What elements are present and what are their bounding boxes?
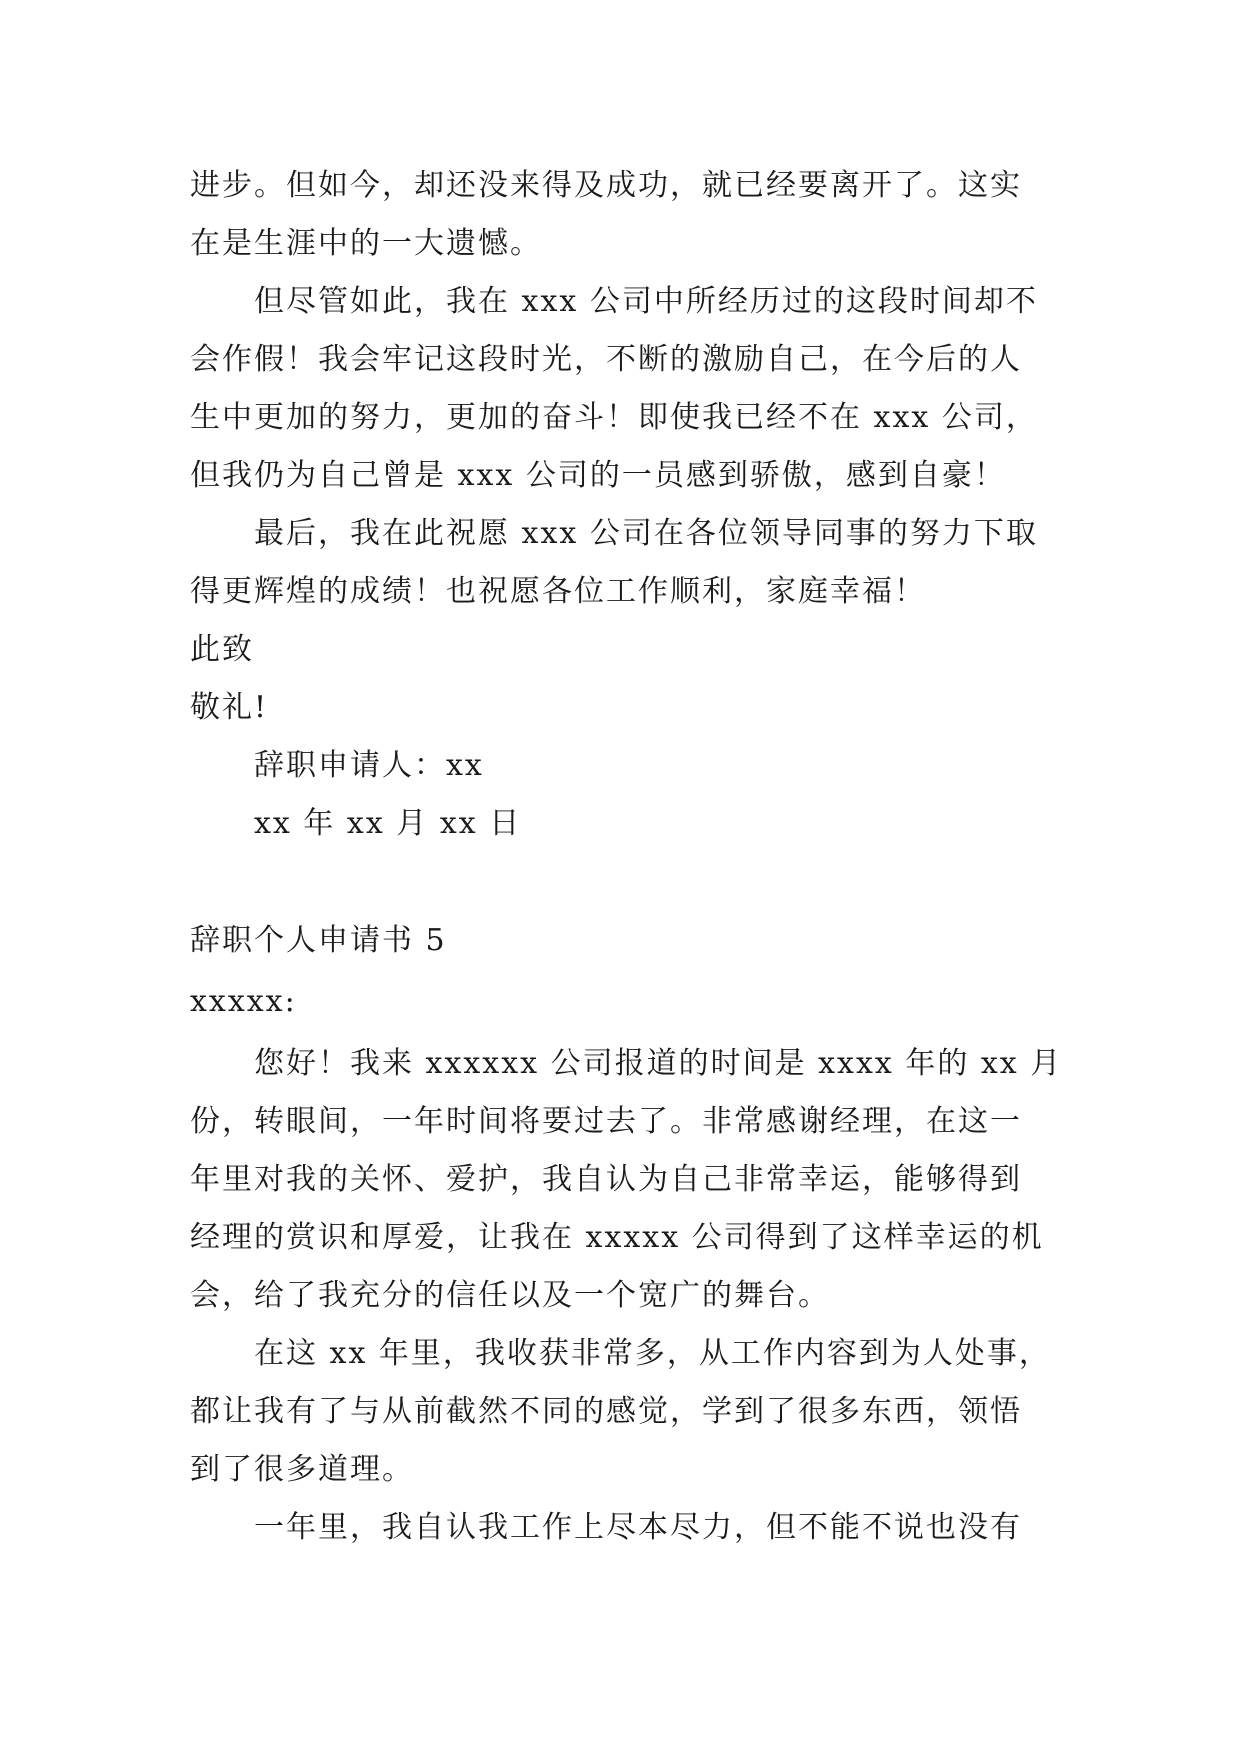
paragraph-line: 但我仍为自己曾是 xxx 公司的一员感到骄傲，感到自豪！ [190,458,1006,493]
paragraph-line: 您好！我来 xxxxxx 公司报道的时间是 xxxx 年的 xx 月 [254,1046,1063,1081]
paragraph-line: 都让我有了与从前截然不同的感觉，学到了很多东西，领悟 [190,1394,1022,1429]
paragraph-line: 但尽管如此，我在 xxx 公司中所经历过的这段时间却不 [254,284,1038,319]
paragraph-line: 在这 xx 年里，我收获非常多，从工作内容到为人处事， [254,1336,1051,1371]
closing-line: 敬礼! [190,690,269,725]
closing-line: 此致 [190,632,254,667]
paragraph-line: 生中更加的努力，更加的奋斗！即使我已经不在 xxx 公司， [190,400,1038,435]
paragraph-line: 一年里，我自认我工作上尽本尽力，但不能不说也没有 [254,1510,1022,1545]
section-title: 辞职个人申请书 5 [190,923,447,958]
paragraph-line: 进步。但如今，却还没来得及成功，就已经要离开了。这实 [190,168,1022,203]
paragraph-line: 份，转眼间，一年时间将要过去了。非常感谢经理，在这一 [190,1104,1022,1139]
date-line: xx 年 xx 月 xx 日 [254,806,522,841]
paragraph-line: 会作假！我会牢记这段时光，不断的激励自己，在今后的人 [190,342,1022,377]
paragraph-line: 最后，我在此祝愿 xxx 公司在各位领导同事的努力下取 [254,516,1038,551]
paragraph-line: 到了很多道理。 [190,1452,414,1487]
signature-line: 辞职申请人：xx [254,748,484,783]
salutation: xxxxx: [190,984,297,1019]
paragraph-line: 年里对我的关怀、爱护，我自认为自己非常幸运，能够得到 [190,1162,1022,1197]
paragraph-line: 会，给了我充分的信任以及一个宽广的舞台。 [190,1278,830,1313]
paragraph-line: 在是生涯中的一大遗憾。 [190,226,542,261]
paragraph-line: 经理的赏识和厚爱，让我在 xxxxx 公司得到了这样幸运的机 [190,1220,1044,1255]
paragraph-line: 得更辉煌的成绩！也祝愿各位工作顺利，家庭幸福！ [190,574,926,609]
letter-body-part-1 [190,157,1050,853]
letter-body-part-2 [190,1035,1063,1557]
